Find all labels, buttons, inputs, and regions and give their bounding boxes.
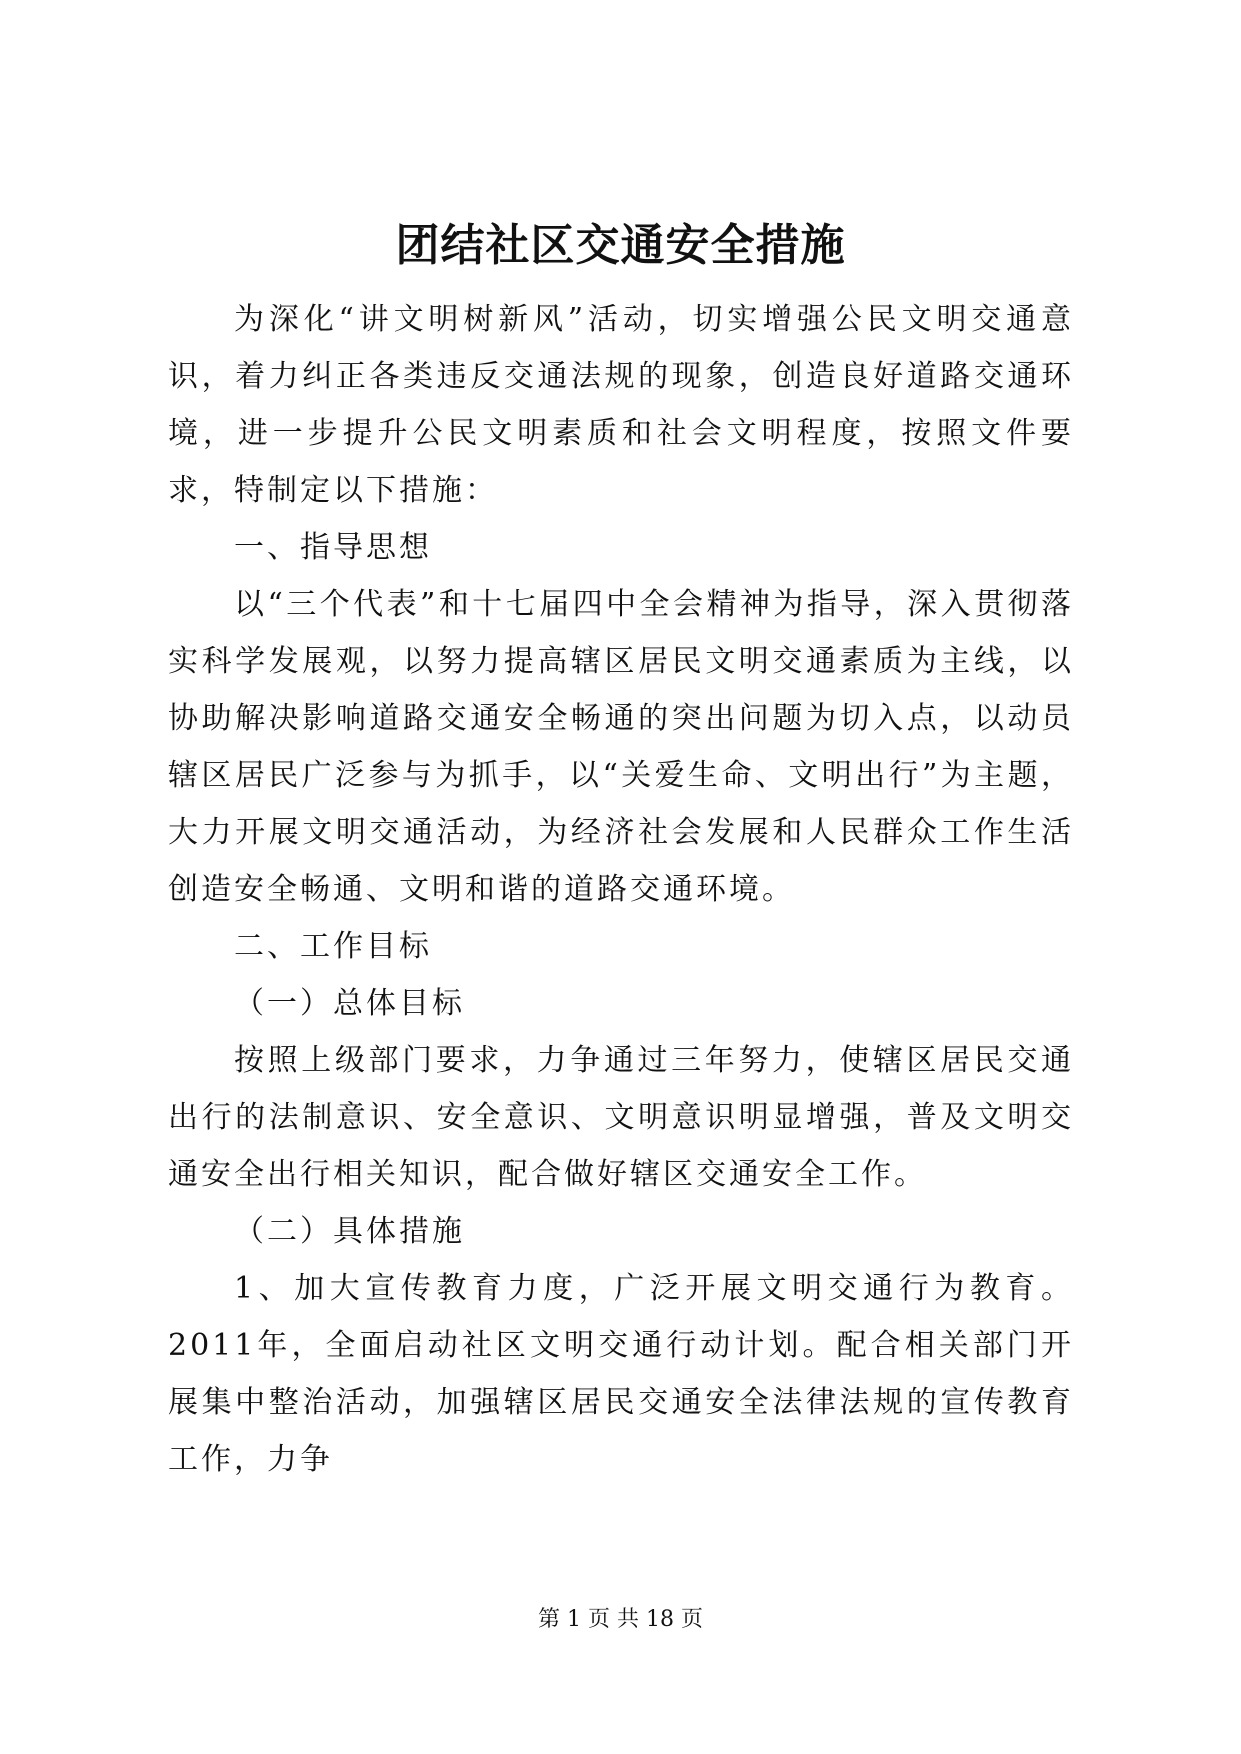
section-heading-work-goals: 二、工作目标 <box>234 929 432 964</box>
measure-1-paragraph: 1、加大宣传教育力度，广泛开展文明交通行为教育。2011年，全面启动社区文明交通行动计划。配合相关部门开展集中整治活动，加强辖区居民交通安全法律法规的宣传教育工作，力争 <box>168 1271 1074 1477</box>
subsection-heading-specific-measures: （二）具体措施 <box>234 1214 465 1249</box>
document-body <box>168 291 1074 1488</box>
section-heading-guiding-ideology: 一、指导思想 <box>234 530 432 565</box>
page-number-footer: 第 1 页 共 18 页 <box>538 1607 703 1632</box>
intro-paragraph: 为深化“讲文明树新风”活动，切实增强公民文明交通意识，着力纠正各类违反交通法规的现象，创造良好道路交通环境，进一步提升公民文明素质和社会文明程度，按照文件要求，特制定以下措施： <box>168 302 1074 508</box>
document-title: 团结社区交通安全措施 <box>395 220 846 271</box>
overall-goal-paragraph: 按照上级部门要求，力争通过三年努力，使辖区居民交通出行的法制意识、安全意识、文明意识明显增强，普及文明交通安全出行相关知识，配合做好辖区交通安全工作。 <box>168 1043 1074 1192</box>
subsection-heading-overall-goal: （一）总体目标 <box>234 986 465 1021</box>
guiding-ideology-paragraph: 以“三个代表”和十七届四中全会精神为指导，深入贯彻落实科学发展观，以努力提高辖区居民文明交通素质为主线，以协助解决影响道路交通安全畅通的突出问题为切入点，以动员辖区居民广泛参与为抓手，以“关爱生命、文明出行”为主题，大力开展文明交通活动，为经济社会发展和人民群众工作生活创造安全畅通、文明和谐的道路交通环境。 <box>168 587 1074 907</box>
